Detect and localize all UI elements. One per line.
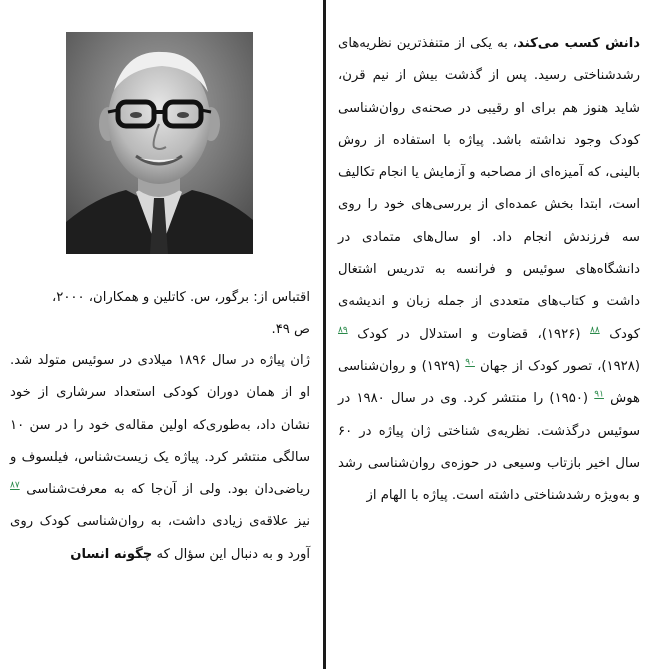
footnote-link-88[interactable]: ۸۸ [590, 325, 600, 336]
footnote-link-89[interactable]: ۸۹ [338, 325, 348, 336]
paragraph-text: (۱۹۲۶)، قضاوت و استدلال در کودک [347, 326, 590, 342]
paragraph-text: (۱۹۲۸)، تصور کودک از جهان [474, 358, 640, 374]
column-divider [323, 0, 326, 669]
portrait-photo [66, 32, 253, 254]
right-column-text [338, 28, 640, 512]
footnote-link-91[interactable]: ۹۱ [594, 389, 604, 400]
photo-caption [10, 282, 310, 346]
bold-phrase: دانش کسب می‌کند [517, 36, 640, 51]
bold-phrase: چگونه انسان [70, 546, 153, 562]
paragraph-text: (۱۹۵۰) را منتشر کرد. وی در سال ۱۹۸۰ در سوئیس درگذشت. نظریه‌ی شناختی ژان پیاژه در ۶۰ سال اخیر بازتاب وسیعی در حوزه‌ی روان‌شناسی رشد و به‌ویژه رشدشناختی داشته است. پیاژه با الهام از [338, 391, 640, 504]
left-column-text [10, 345, 310, 571]
caption-line-1: اقتباس از: برگور، س. کاتلین و همکاران، ۲۰۰۰، [52, 290, 310, 305]
paragraph-text: ژان پیاژه در سال ۱۸۹۶ میلادی در سوئیس متولد شد. او از همان دوران کودکی استعداد سرشاری از خود نشان داد، به‌طوری‌که اولین مقاله‌ی خود را در سن ۱۰ سالگی منتشر کرد. پیاژه یک زیست‌شناس، فیلسوف و ریاضی‌دان بود. ولی از آن‌جا که به معرفت‌شناسی [10, 353, 311, 498]
footnote-link-90[interactable]: ۹۰ [465, 357, 475, 368]
portrait-illustration [66, 32, 253, 254]
footnote-link-87[interactable]: ۸۷ [10, 480, 20, 491]
paragraph-text: (۱۹۲۹) و روان‌شناسی هوش [338, 358, 640, 407]
paragraph-text: نیز علاقه‌ی زیادی داشت، به روان‌شناسی کودک روی آورد و به دنبال این سؤال که [10, 514, 310, 562]
paragraph-text: ، به یکی از متنفذترین نظریه‌های رشدشناختی رسید. پس از گذشت بیش از نیم قرن، شاید هنوز هم برای او رقیبی در صحنه‌ی روان‌شناسی کودک وجود نداشته باشد. پیاژه با استفاده از روش بالینی، که آمیزه‌ای از مصاحبه و آزمایش یا انجام تکالیف است، ابتدا بخش عمده‌ای از بررسی‌های خود را روی سه فرزندش انجام داد. او سال‌های متمادی در دانشگاه‌های سوئیس و فرانسه به تدریس اشتغال داشت و کتاب‌های متعددی از جمله زبان و اندیشه‌ی کودک [338, 36, 640, 342]
caption-line-2: ص ۴۹. [271, 322, 310, 337]
